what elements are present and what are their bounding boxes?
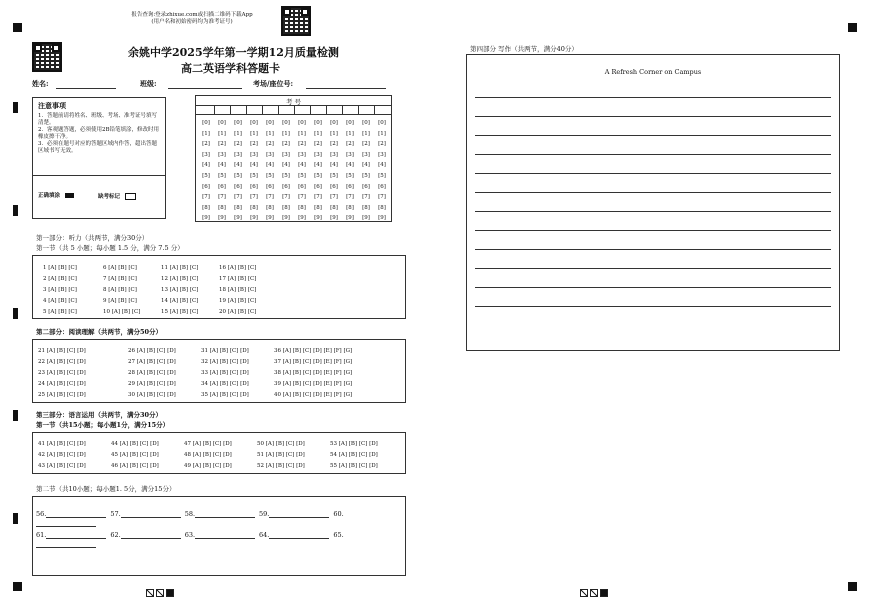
- writing-line[interactable]: [475, 154, 831, 155]
- answer-item[interactable]: 9 [A] [B] [C]: [103, 298, 137, 304]
- digit-bubble[interactable]: [1]: [378, 130, 386, 137]
- answer-item[interactable]: 19 [A] [B] [C]: [219, 298, 257, 304]
- fill-blank-number: 62.: [110, 531, 121, 539]
- answer-item[interactable]: 25 [A] [B] [C] [D]: [38, 392, 86, 398]
- digit-bubble[interactable]: [3]: [298, 151, 306, 158]
- digit-bubble[interactable]: [8]: [266, 204, 274, 211]
- digit-bubble[interactable]: [3]: [362, 151, 370, 158]
- digit-bubble[interactable]: [9]: [250, 215, 258, 222]
- class-label: 班级:: [140, 79, 157, 88]
- exam-number-column[interactable]: [278, 118, 294, 224]
- digit-bubble[interactable]: [8]: [346, 204, 354, 211]
- answer-item[interactable]: 16 [A] [B] [C]: [219, 265, 257, 271]
- digit-bubble[interactable]: [4]: [250, 162, 258, 169]
- digit-bubble[interactable]: [1]: [282, 130, 290, 137]
- digit-bubble[interactable]: [9]: [202, 215, 210, 222]
- exam-number-column[interactable]: [198, 118, 214, 224]
- answer-item[interactable]: 43 [A] [B] [C] [D]: [38, 463, 86, 469]
- fill-blank-number: 61.: [36, 531, 47, 539]
- answer-row: [38, 379, 414, 390]
- digit-bubble[interactable]: [4]: [346, 162, 354, 169]
- missing-box-icon[interactable]: [125, 193, 136, 200]
- fill-blank-line[interactable]: [46, 530, 106, 539]
- digit-bubble[interactable]: [5]: [378, 172, 386, 179]
- answer-item[interactable]: 39 [A] [B] [C] [D] [E] [F] [G]: [274, 381, 353, 387]
- fill-blank-line[interactable]: [121, 509, 181, 518]
- digit-bubble[interactable]: [4]: [282, 162, 290, 169]
- notice-box: [32, 97, 166, 219]
- corner-mark: [13, 23, 22, 32]
- digit-bubble[interactable]: [1]: [346, 130, 354, 137]
- answer-item[interactable]: 36 [A] [B] [C] [D] [E] [F] [G]: [274, 348, 353, 354]
- digit-bubble[interactable]: [3]: [346, 151, 354, 158]
- digit-bubble[interactable]: [7]: [266, 194, 274, 201]
- digit-bubble[interactable]: [0]: [202, 120, 210, 126]
- digit-bubble[interactable]: [5]: [282, 172, 290, 179]
- digit-bubble[interactable]: [6]: [314, 183, 322, 190]
- answer-item[interactable]: 11 [A] [B] [C]: [161, 265, 199, 271]
- digit-bubble[interactable]: [2]: [202, 141, 210, 148]
- filled-sample-icon: [65, 193, 74, 198]
- answer-item[interactable]: 4 [A] [B] [C]: [43, 298, 77, 304]
- part1-title: 第一部分：听力（共两节，满分30分）: [36, 234, 149, 242]
- digit-bubble[interactable]: [8]: [282, 204, 290, 211]
- answer-item[interactable]: 54 [A] [B] [C] [D]: [330, 452, 378, 458]
- digit-bubble[interactable]: [8]: [378, 204, 386, 211]
- digit-bubble[interactable]: [5]: [298, 172, 306, 179]
- fill-blank-line[interactable]: [121, 530, 181, 539]
- digit-bubble[interactable]: [3]: [202, 151, 210, 158]
- digit-bubble[interactable]: [3]: [250, 151, 258, 158]
- digit-bubble[interactable]: [6]: [346, 183, 354, 190]
- correct-fill-label: 正确填涂: [38, 193, 74, 200]
- exam-number-column[interactable]: [358, 118, 374, 224]
- digit-bubble[interactable]: [9]: [314, 215, 322, 222]
- digit-bubble[interactable]: [7]: [314, 194, 322, 201]
- digit-bubble[interactable]: [8]: [250, 204, 258, 211]
- digit-bubble[interactable]: [6]: [330, 183, 338, 190]
- answer-item[interactable]: 47 [A] [B] [C] [D]: [184, 441, 232, 447]
- digit-bubble[interactable]: [6]: [362, 183, 370, 190]
- exam-number-column[interactable]: [342, 118, 358, 224]
- digit-bubble[interactable]: [4]: [234, 162, 242, 169]
- digit-bubble[interactable]: [7]: [330, 194, 338, 201]
- timing-mark: [13, 513, 18, 524]
- part4-title: 第四部分 写作（共两节，满分40分）: [470, 45, 578, 53]
- digit-bubble[interactable]: [6]: [250, 183, 258, 190]
- part3-subtitle: 第一节（共15小题；每小题1分，满分15分）: [36, 421, 170, 429]
- writing-box[interactable]: [466, 54, 840, 351]
- digit-bubble[interactable]: [5]: [202, 172, 210, 179]
- part1-subtitle: 第一节（共 5 小题；每小题 1.5 分，满分 7.5 分）: [36, 244, 184, 252]
- digit-bubble[interactable]: [9]: [378, 215, 386, 222]
- fill-row-1: [36, 509, 405, 527]
- digit-bubble[interactable]: [3]: [378, 151, 386, 158]
- digit-bubble[interactable]: [3]: [234, 151, 242, 158]
- exam-title: 高二英语学科答题卡: [181, 62, 280, 75]
- exam-number-column[interactable]: [326, 118, 342, 224]
- answer-item[interactable]: 24 [A] [B] [C] [D]: [38, 381, 86, 387]
- digit-bubble[interactable]: [2]: [234, 141, 242, 148]
- name-label: 姓名:: [32, 79, 49, 88]
- part1-answer-box: [32, 255, 406, 319]
- answer-item[interactable]: 22 [A] [B] [C] [D]: [38, 359, 86, 365]
- answer-item[interactable]: 5 [A] [B] [C]: [43, 309, 77, 315]
- part3-fill-box: [32, 496, 406, 576]
- exam-number-column[interactable]: [374, 118, 390, 224]
- answer-item[interactable]: 52 [A] [B] [C] [D]: [257, 463, 305, 469]
- answer-item[interactable]: 46 [A] [B] [C] [D]: [111, 463, 159, 469]
- digit-bubble[interactable]: [0]: [282, 120, 290, 126]
- answer-item[interactable]: 44 [A] [B] [C] [D]: [111, 441, 159, 447]
- digit-bubble[interactable]: [9]: [330, 215, 338, 222]
- digit-bubble[interactable]: [1]: [266, 130, 274, 137]
- fill-blank-number: 58.: [184, 510, 196, 518]
- digit-bubble[interactable]: [5]: [314, 172, 322, 179]
- answer-item[interactable]: 21 [A] [B] [C] [D]: [38, 348, 86, 354]
- digit-bubble[interactable]: [0]: [314, 120, 322, 126]
- digit-bubble[interactable]: [7]: [234, 194, 242, 201]
- answer-item[interactable]: 1 [A] [B] [C]: [43, 265, 77, 271]
- digit-bubble[interactable]: [1]: [298, 130, 306, 137]
- essay-title: A Refresh Corner on Campus: [604, 68, 702, 76]
- seat-label: 考场/座位号:: [253, 79, 294, 88]
- digit-bubble[interactable]: [5]: [218, 172, 226, 179]
- school-title: 余姚中学2025学年第一学期12月质量检测: [128, 46, 339, 59]
- answer-row: [38, 461, 403, 472]
- exam-number-column[interactable]: [230, 118, 246, 224]
- answer-item[interactable]: 23 [A] [B] [C] [D]: [38, 370, 86, 376]
- answer-item[interactable]: 33 [A] [B] [C] [D]: [201, 370, 249, 376]
- digit-bubble[interactable]: [2]: [362, 141, 370, 148]
- digit-bubble[interactable]: [6]: [202, 183, 210, 190]
- timing-mark: [13, 308, 18, 319]
- part2-answer-box: [32, 339, 406, 403]
- exam-number-column[interactable]: [294, 118, 310, 224]
- answer-item[interactable]: 20 [A] [B] [C]: [219, 309, 257, 315]
- answer-item[interactable]: 50 [A] [B] [C] [D]: [257, 441, 305, 447]
- digit-bubble[interactable]: [7]: [298, 194, 306, 201]
- digit-bubble[interactable]: [4]: [202, 162, 210, 169]
- fill-blank-number: 59.: [259, 510, 270, 518]
- missing-mark-label: 缺考标记: [98, 193, 136, 201]
- fill-blank-line[interactable]: [195, 530, 255, 539]
- fill-blank-line[interactable]: [269, 509, 329, 518]
- digit-bubble[interactable]: [2]: [378, 141, 386, 148]
- digit-bubble[interactable]: [1]: [250, 130, 258, 137]
- digit-bubble[interactable]: [2]: [314, 141, 322, 148]
- notice-list: 1．答题前请将姓名、班级、考场、准考证号填写清楚。 2．客观题答题，必须使用2B铅笔填涂，修改时用橡皮擦干净。 3．必须在题号对应的答题区域内作答，超出答题区域书写无效。: [38, 113, 160, 154]
- timing-mark: [13, 410, 18, 421]
- exam-number-column[interactable]: [262, 118, 278, 224]
- timing-mark: [13, 205, 18, 216]
- digit-bubble[interactable]: [0]: [346, 120, 354, 126]
- corner-mark: [13, 582, 22, 591]
- answer-item[interactable]: 55 [A] [B] [C] [D]: [330, 463, 378, 469]
- answer-item[interactable]: 2 [A] [B] [C]: [43, 276, 77, 282]
- exam-number-column[interactable]: [310, 118, 326, 224]
- digit-bubble[interactable]: [2]: [218, 141, 226, 148]
- writing-line[interactable]: [475, 230, 831, 231]
- exam-number-grid: [195, 95, 392, 222]
- writing-line[interactable]: [475, 306, 831, 307]
- digit-bubble[interactable]: [6]: [266, 183, 274, 190]
- digit-bubble[interactable]: [5]: [362, 172, 370, 179]
- writing-line[interactable]: [475, 249, 831, 250]
- notice-title: 注意事项: [38, 101, 66, 110]
- page-marker-left: [146, 582, 176, 601]
- answer-item[interactable]: 37 [A] [B] [C] [D] [E] [F] [G]: [274, 359, 353, 365]
- digit-bubble[interactable]: [5]: [250, 172, 258, 179]
- corner-mark: [848, 23, 857, 32]
- digit-bubble[interactable]: [3]: [314, 151, 322, 158]
- exam-number-column[interactable]: [214, 118, 230, 224]
- digit-bubble[interactable]: [8]: [298, 204, 306, 211]
- digit-bubble[interactable]: [4]: [298, 162, 306, 169]
- answer-item[interactable]: 26 [A] [B] [C] [D]: [128, 348, 176, 354]
- writing-line[interactable]: [475, 173, 831, 174]
- digit-bubble[interactable]: [7]: [362, 194, 370, 201]
- digit-bubble[interactable]: [4]: [266, 162, 274, 169]
- digit-bubble[interactable]: [0]: [330, 120, 338, 126]
- digit-bubble[interactable]: [0]: [298, 120, 306, 126]
- digit-bubble[interactable]: [6]: [234, 183, 242, 190]
- digit-bubble[interactable]: [6]: [298, 183, 306, 190]
- digit-bubble[interactable]: [1]: [362, 130, 370, 137]
- qr-code-icon: [281, 6, 311, 36]
- answer-item[interactable]: 15 [A] [B] [C]: [161, 309, 199, 315]
- answer-item[interactable]: 28 [A] [B] [C] [D]: [128, 370, 176, 376]
- answer-item[interactable]: 51 [A] [B] [C] [D]: [257, 452, 305, 458]
- writing-line[interactable]: [475, 211, 831, 212]
- page-marker-right: [580, 582, 610, 601]
- answer-row: [38, 450, 403, 461]
- digit-bubble[interactable]: [1]: [314, 130, 322, 137]
- digit-bubble[interactable]: [5]: [234, 172, 242, 179]
- fill-row-2: [36, 530, 405, 548]
- digit-bubble[interactable]: [2]: [298, 141, 306, 148]
- digit-bubble[interactable]: [8]: [218, 204, 226, 211]
- answer-row: [43, 274, 299, 285]
- answer-item[interactable]: 29 [A] [B] [C] [D]: [128, 381, 176, 387]
- digit-bubble[interactable]: [4]: [378, 162, 386, 169]
- answer-item[interactable]: 18 [A] [B] [C]: [219, 287, 257, 293]
- writing-line[interactable]: [475, 135, 831, 136]
- fill-blank-number: 63.: [184, 531, 196, 539]
- digit-bubble[interactable]: [9]: [218, 215, 226, 222]
- answer-item[interactable]: 13 [A] [B] [C]: [161, 287, 199, 293]
- digit-bubble[interactable]: [2]: [330, 141, 338, 148]
- part3-title: 第三部分：语言运用（共两节，满分30分）: [36, 411, 163, 419]
- exam-number-columns[interactable]: [198, 118, 390, 222]
- answer-item[interactable]: 34 [A] [B] [C] [D]: [201, 381, 249, 387]
- answer-item[interactable]: 7 [A] [B] [C]: [103, 276, 137, 282]
- answer-row: [43, 296, 299, 307]
- answer-item[interactable]: 48 [A] [B] [C] [D]: [184, 452, 232, 458]
- answer-item[interactable]: 27 [A] [B] [C] [D]: [128, 359, 176, 365]
- digit-bubble[interactable]: [8]: [362, 204, 370, 211]
- answer-item[interactable]: 12 [A] [B] [C]: [161, 276, 199, 282]
- digit-bubble[interactable]: [9]: [282, 215, 290, 222]
- answer-item[interactable]: 40 [A] [B] [C] [D] [E] [F] [G]: [274, 392, 353, 398]
- digit-bubble[interactable]: [4]: [330, 162, 338, 169]
- digit-bubble[interactable]: [9]: [362, 215, 370, 222]
- report-info: 报告查询:登录zhixue.com或扫描二维码下载App (用户名和初始密码均为准考证号): [131, 12, 253, 25]
- answer-row: [38, 439, 403, 450]
- seat-field[interactable]: [306, 88, 386, 89]
- digit-bubble[interactable]: [5]: [266, 172, 274, 179]
- answer-row: [38, 390, 414, 401]
- digit-bubble[interactable]: [0]: [362, 120, 370, 126]
- digit-bubble[interactable]: [5]: [346, 172, 354, 179]
- digit-bubble[interactable]: [0]: [234, 120, 242, 126]
- fill-blank-number: 64.: [259, 531, 270, 539]
- digit-bubble[interactable]: [8]: [314, 204, 322, 211]
- writing-line[interactable]: [475, 116, 831, 117]
- digit-bubble[interactable]: [2]: [346, 141, 354, 148]
- digit-bubble[interactable]: [0]: [250, 120, 258, 126]
- fill-blank-number: 57.: [110, 510, 121, 518]
- digit-bubble[interactable]: [4]: [314, 162, 322, 169]
- digit-bubble[interactable]: [1]: [202, 130, 210, 137]
- fill-blank-number: 60.: [333, 510, 344, 518]
- answer-item[interactable]: 3 [A] [B] [C]: [43, 287, 77, 293]
- digit-bubble[interactable]: [3]: [282, 151, 290, 158]
- digit-bubble[interactable]: [7]: [202, 194, 210, 201]
- digit-bubble[interactable]: [2]: [266, 141, 274, 148]
- digit-bubble[interactable]: [0]: [378, 120, 386, 126]
- fill-blank-line[interactable]: [195, 509, 255, 518]
- digit-bubble[interactable]: [9]: [346, 215, 354, 222]
- answer-row: [38, 368, 414, 379]
- digit-bubble[interactable]: [7]: [218, 194, 226, 201]
- exam-number-label: 考 号: [285, 98, 302, 106]
- fill-blank-number: 65.: [333, 531, 344, 539]
- digit-bubble[interactable]: [6]: [282, 183, 290, 190]
- digit-bubble[interactable]: [0]: [218, 120, 226, 126]
- name-field[interactable]: [56, 88, 116, 89]
- answer-item[interactable]: 30 [A] [B] [C] [D]: [128, 392, 176, 398]
- digit-bubble[interactable]: [7]: [282, 194, 290, 201]
- answer-row: [38, 357, 414, 368]
- digit-bubble[interactable]: [5]: [330, 172, 338, 179]
- answer-item[interactable]: 6 [A] [B] [C]: [103, 265, 137, 271]
- answer-item[interactable]: 17 [A] [B] [C]: [219, 276, 257, 282]
- class-field[interactable]: [168, 88, 242, 89]
- digit-bubble[interactable]: [6]: [218, 183, 226, 190]
- answer-row: [43, 263, 299, 274]
- answer-row: [43, 285, 299, 296]
- writing-line[interactable]: [475, 192, 831, 193]
- answer-item[interactable]: 41 [A] [B] [C] [D]: [38, 441, 86, 447]
- answer-item[interactable]: 45 [A] [B] [C] [D]: [111, 452, 159, 458]
- writing-line[interactable]: [475, 287, 831, 288]
- answer-row: [43, 307, 299, 318]
- digit-bubble[interactable]: [7]: [378, 194, 386, 201]
- digit-bubble[interactable]: [0]: [266, 120, 274, 126]
- answer-item[interactable]: 49 [A] [B] [C] [D]: [184, 463, 232, 469]
- answer-item[interactable]: 31 [A] [B] [C] [D]: [201, 348, 249, 354]
- digit-bubble[interactable]: [6]: [378, 183, 386, 190]
- answer-item[interactable]: 53 [A] [B] [C] [D]: [330, 441, 378, 447]
- timing-mark: [13, 102, 18, 113]
- fill-blank-line[interactable]: [36, 518, 96, 527]
- answer-item[interactable]: 32 [A] [B] [C] [D]: [201, 359, 249, 365]
- answer-item[interactable]: 10 [A] [B] [C]: [103, 309, 141, 315]
- part3-section2-title: 第二节（共10小题；每小题1. 5分，满分15分）: [36, 485, 176, 493]
- answer-item[interactable]: 35 [A] [B] [C] [D]: [201, 392, 249, 398]
- digit-bubble[interactable]: [9]: [234, 215, 242, 222]
- digit-bubble[interactable]: [2]: [250, 141, 258, 148]
- digit-bubble[interactable]: [9]: [266, 215, 274, 222]
- writing-line[interactable]: [475, 97, 831, 98]
- digit-bubble[interactable]: [7]: [346, 194, 354, 201]
- digit-bubble[interactable]: [9]: [298, 215, 306, 222]
- digit-bubble[interactable]: [8]: [202, 204, 210, 211]
- digit-bubble[interactable]: [3]: [330, 151, 338, 158]
- digit-bubble[interactable]: [3]: [218, 151, 226, 158]
- digit-bubble[interactable]: [2]: [282, 141, 290, 148]
- digit-bubble[interactable]: [1]: [330, 130, 338, 137]
- fill-blank-line[interactable]: [269, 530, 329, 539]
- digit-bubble[interactable]: [7]: [250, 194, 258, 201]
- exam-number-column[interactable]: [246, 118, 262, 224]
- answer-item[interactable]: 8 [A] [B] [C]: [103, 287, 137, 293]
- digit-bubble[interactable]: [1]: [234, 130, 242, 137]
- digit-bubble[interactable]: [4]: [218, 162, 226, 169]
- digit-bubble[interactable]: [3]: [266, 151, 274, 158]
- corner-mark: [848, 582, 857, 591]
- fill-blank-line[interactable]: [36, 539, 96, 548]
- digit-bubble[interactable]: [1]: [218, 130, 226, 137]
- answer-item[interactable]: 14 [A] [B] [C]: [161, 298, 199, 304]
- fill-blank-number: 56.: [36, 510, 47, 518]
- part3-answer-box: [32, 432, 406, 474]
- writing-line[interactable]: [475, 268, 831, 269]
- part2-title: 第二部分：阅读理解（共两节，满分50分）: [36, 328, 163, 336]
- answer-item[interactable]: 42 [A] [B] [C] [D]: [38, 452, 86, 458]
- digit-bubble[interactable]: [4]: [362, 162, 370, 169]
- digit-bubble[interactable]: [8]: [234, 204, 242, 211]
- digit-bubble[interactable]: [8]: [330, 204, 338, 211]
- answer-item[interactable]: 38 [A] [B] [C] [D] [E] [F] [G]: [274, 370, 353, 376]
- answer-row: [38, 346, 414, 357]
- qr-code-icon: [32, 42, 62, 72]
- fill-blank-line[interactable]: [46, 509, 106, 518]
